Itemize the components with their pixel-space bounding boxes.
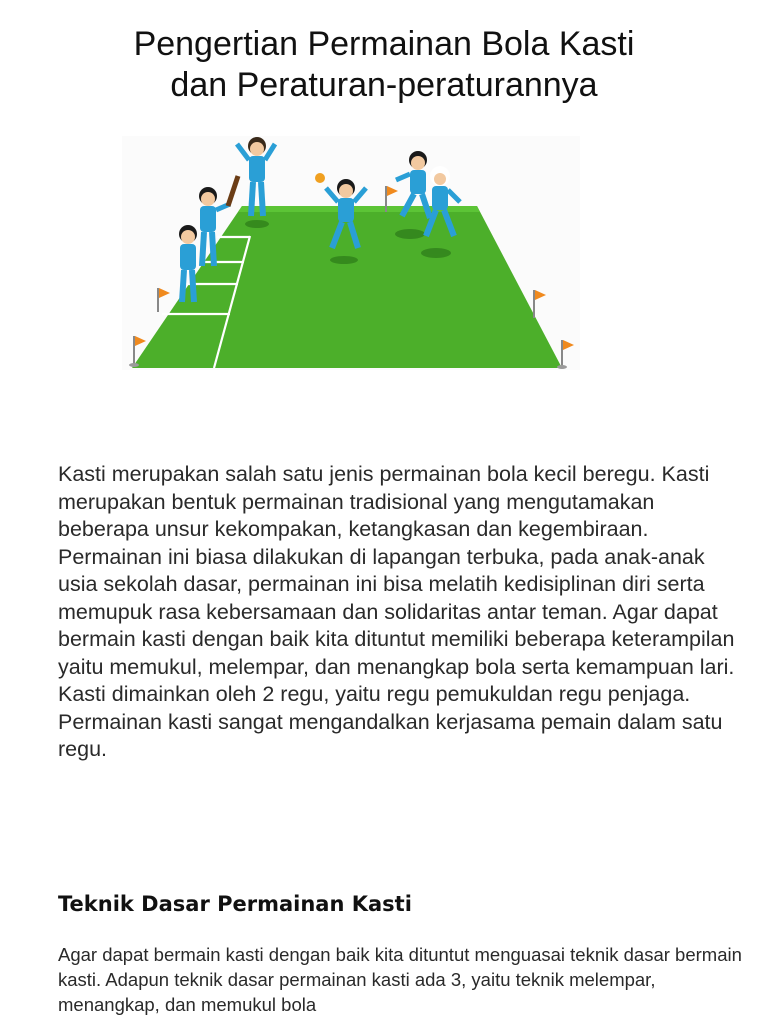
ball-icon bbox=[315, 173, 325, 183]
kasti-field-illustration bbox=[122, 136, 580, 370]
page-title bbox=[0, 24, 768, 106]
section-intro: Agar dapat bermain kasti dengan baik kita dituntut menguasai teknik dasar bermain kasti. Adapun teknik dasar permainan kasti ada 3, yaitu teknik melempar, menangkap, dan memukul bola bbox=[58, 944, 742, 1015]
body-paragraph: Permainan ini biasa dilakukan di lapangan terbuka, pada anak-anak usia sekolah dasar, permainan ini bisa melatih kedisiplinan diri serta memupuk rasa kebersamaan dan solidaritas antar teman. Agar dapat bermain kasti dengan baik kita dituntut memiliki beberapa keterampilan yaitu memukul, melempar, dan menangkap bola serta kemampuan lari. bbox=[58, 544, 735, 679]
body-paragraph: Kasti dimainkan oleh 2 regu, yaitu regu pemukuldan regu penjaga. Permainan kasti sangat mengandalkan kerjasama pemain dalam satu regu. bbox=[58, 682, 723, 761]
section-heading: Teknik Dasar Permainan Kasti bbox=[58, 892, 412, 916]
body-paragraph: Kasti merupakan salah satu jenis permainan bola kecil beregu. Kasti merupakan bentuk permainan tradisional yang mengutamakan beberapa unsur kekompakan, ketangkasan dan kegembiraan. bbox=[58, 462, 710, 541]
title-line-1: Pengertian Permainan Bola Kasti bbox=[133, 25, 635, 63]
title-line-2: dan Peraturan-peraturannya bbox=[170, 66, 598, 104]
article-body bbox=[58, 461, 738, 764]
